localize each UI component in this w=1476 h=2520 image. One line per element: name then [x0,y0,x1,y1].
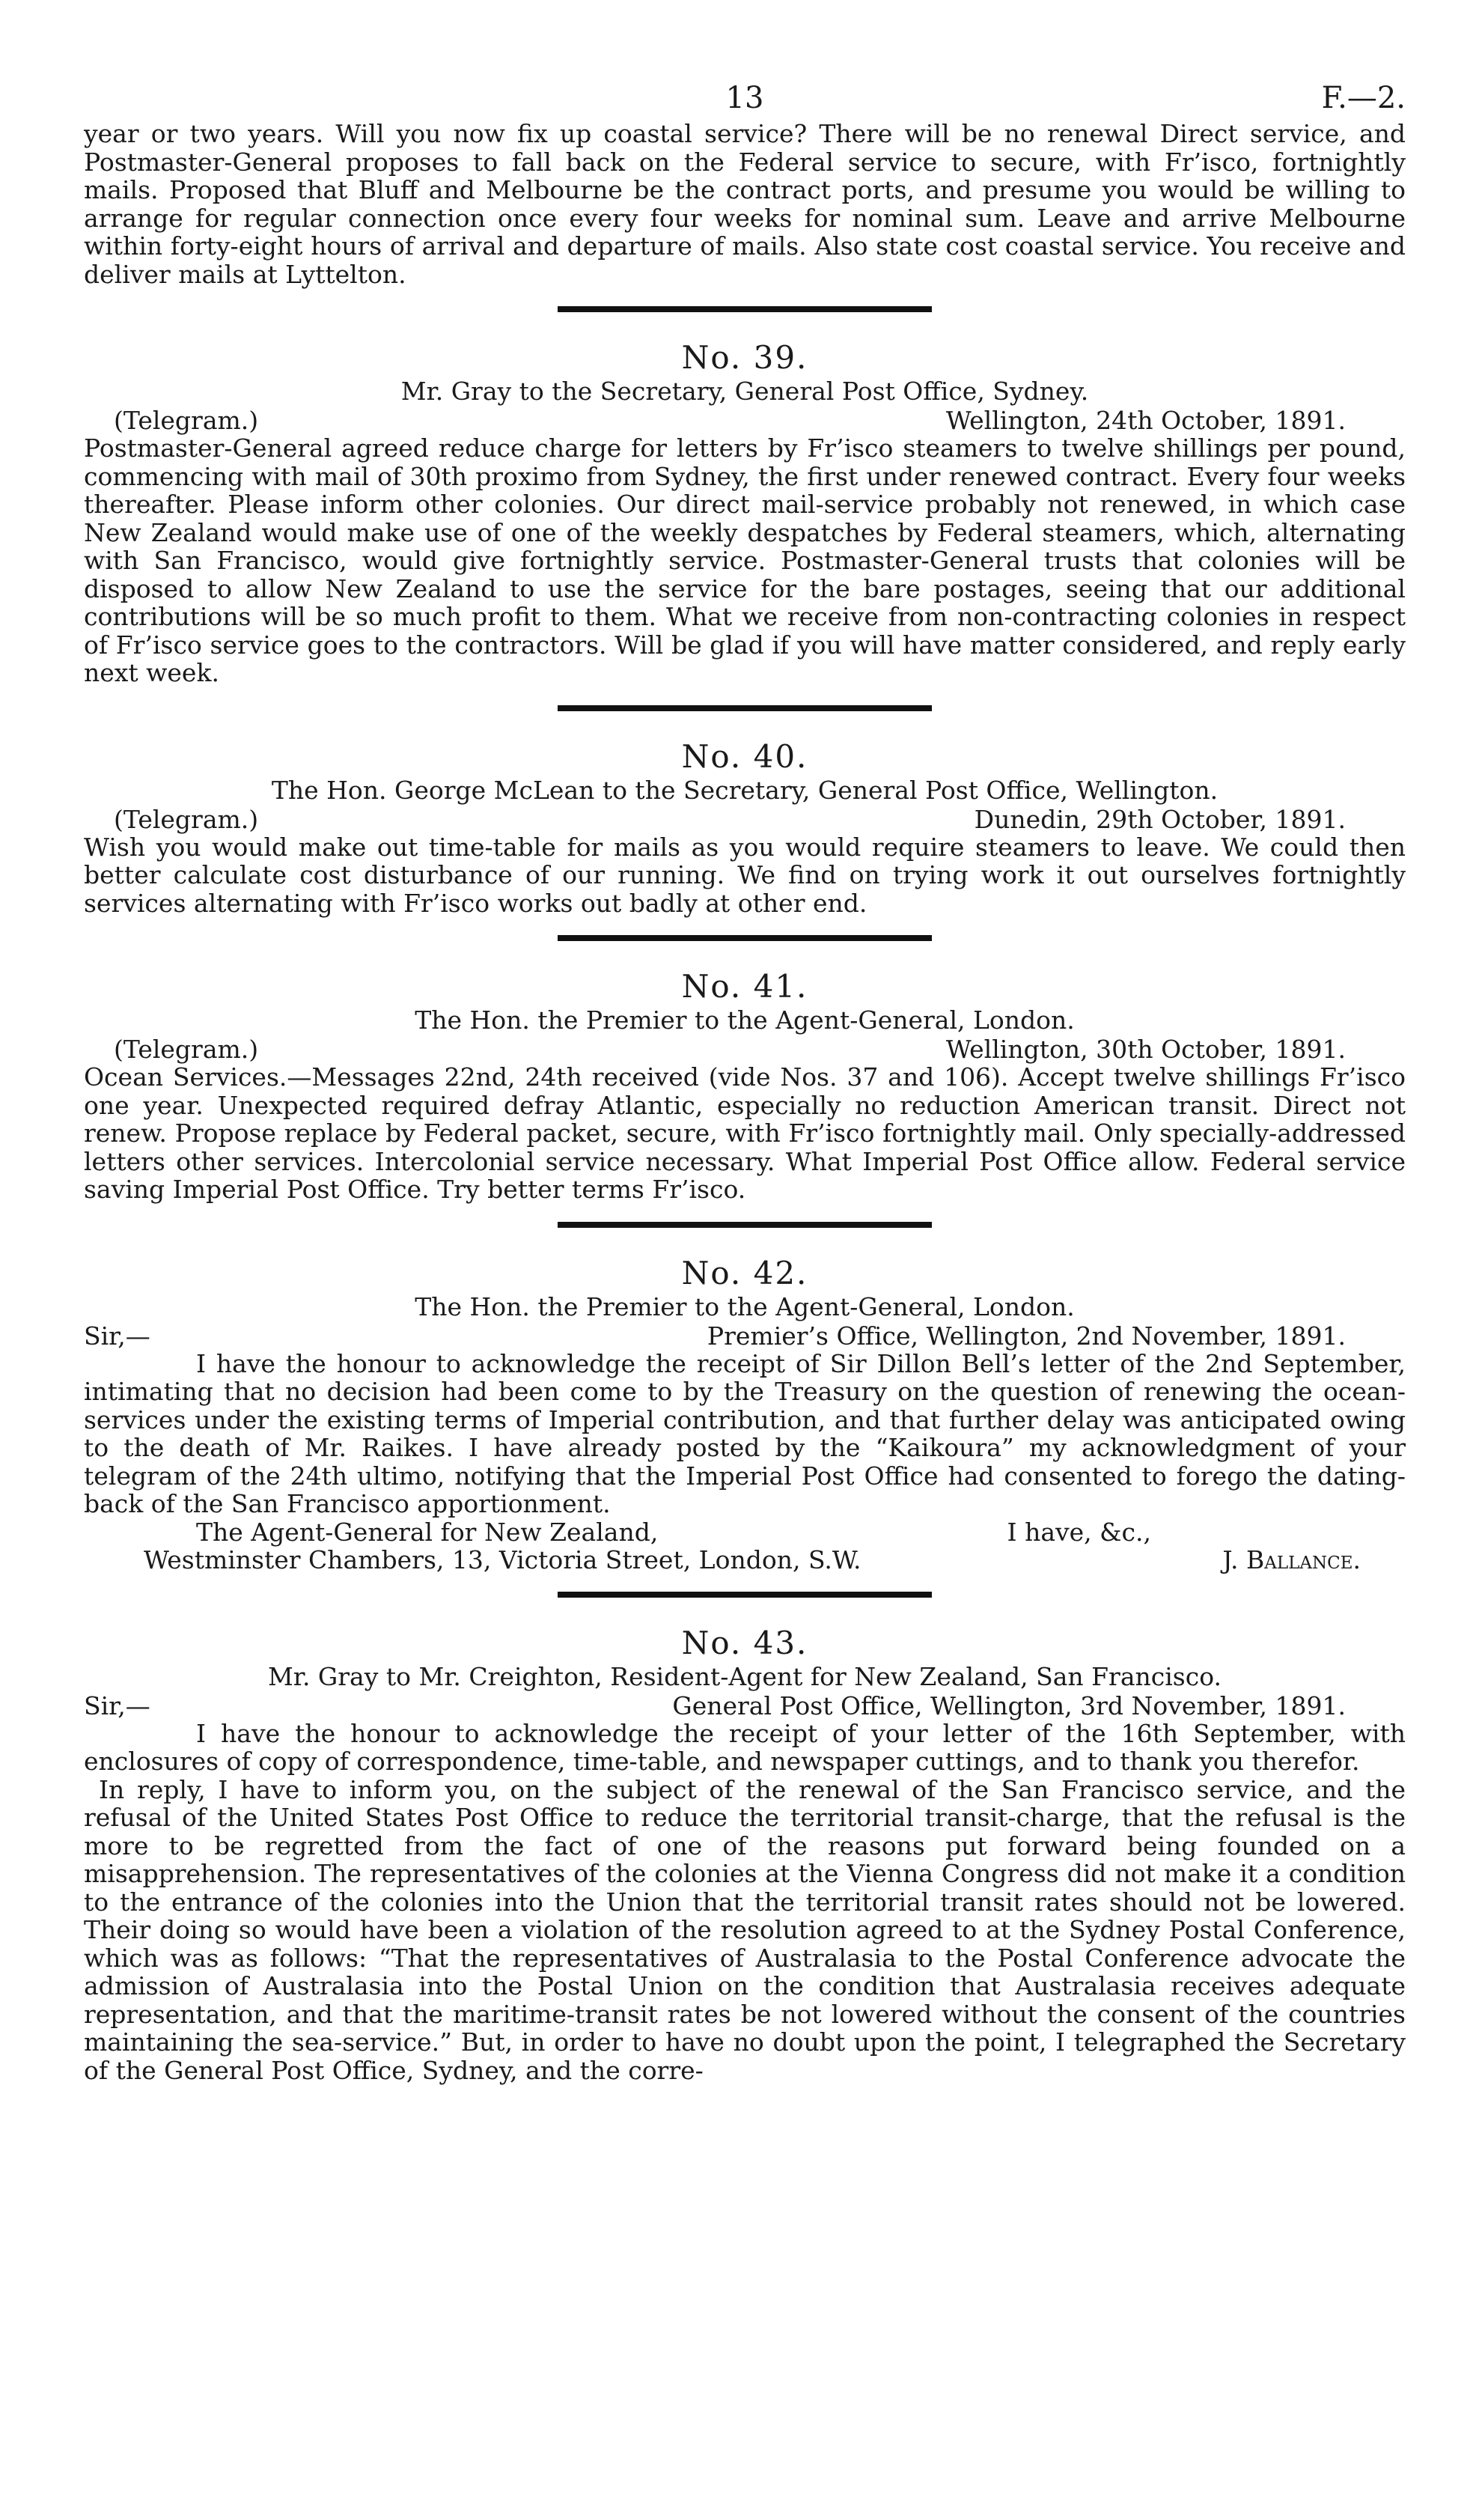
section-no-43 [84,1592,1406,2085]
section-address: Mr. Gray to the Secretary, General Post Office, Sydney. [400,377,1089,406]
dateline-left: (Telegram.) [114,406,259,435]
section-paragraph: Postmaster-General agreed reduce charge for letters by Fr’isco steamers to twelve shillings per pound, commencing with mail of 30th proximo from Sydney, the first under renewed contract. Every four weeks thereafter. Please inform other colonies. Our direct mail-service probably not renewed, in which case New Zealand would make use of one of the weekly despatches by Federal steamers, which, alternating with San Francisco, would give fortnightly service. Postmaster-General trusts that colonies will be disposed to allow New Zealand to use the service for the bare postages, seeing that our additional contributions will be so much profit to them. What we receive from non-contracting colonies in respect of Fr’isco service goes to the contractors. Will be glad if you will have matter considered, and reply early next week. [84,433,1406,687]
section-no-39 [84,306,1406,687]
section-number: No. 42. [681,1254,808,1291]
section-number: No. 39. [681,339,808,376]
document-page [84,67,1406,2084]
dateline-right: General Post Office, Wellington, 3rd November, 1891. [672,1690,1346,1720]
letter-paragraph: In reply, I have to inform you, on the subject of the renewal of the San Francisco service, and the refusal of the United States Post Office to reduce the territorial transit-charge, that the refusal is the more to be regretted from the fact of one of the reasons put forward being founded on a misapprehension. The representatives of the colonies at the Vienna Congress did not make it a condition to the entrance of the colonies into the Union that the territorial transit rates should not be lowered. Their doing so would have been a violation of the resolution agreed to at the Sydney Postal Conference, which was as follows: “That the representatives of Australasia to the Postal Conference advocate the admission of Australasia into the Postal Union on the condition that Australasia receives adequate representation, and that the maritime-transit rates be not lowered without the consent of the countries maintaining the sea-service.” But, in order to have no doubt upon the point, I telegraphed the Secretary of the General Post Office, Sydney, and the corre- [84,1774,1406,2085]
section-number: No. 41. [681,968,808,1005]
section-number: No. 43. [681,1624,808,1661]
dateline [84,806,1406,833]
page-number: 13 [725,81,764,115]
section-divider [558,306,932,312]
letter-closing [84,1518,1406,1546]
dateline-right: Dunedin, 29th October, 1891. [974,804,1346,834]
dateline-left: (Telegram.) [114,804,259,834]
dateline-left: (Telegram.) [114,1035,259,1064]
intro-paragraph: year or two years. Will you now fix up coastal service? There will be no renewal Direct service, and Postmaster-General proposes to fall back on the Federal service to secure, with Fr’isco, fortnightly mails. Proposed that Bluff and Melbourne be the contract ports, and presume you would be willing to arrange for regular connection once every four weeks for nominal sum. Leave and arrive Melbourne within forty-eight hours of arrival and departure of mails. Also state cost coastal service. You receive and deliver mails at Lyttelton. [84,119,1406,289]
section-divider [558,1222,932,1228]
section-no-40 [84,705,1406,918]
section-paragraph: Wish you would make out time-table for mails as you would require steamers to leave. We could then better calculate cost disturbance of our running. We find on trying work it out ourselves fortnightly services alternating with Fr’isco works out badly at other end. [84,832,1406,918]
salutation-sir: Sir,— [84,1690,150,1720]
letter-closing-2 [84,1546,1406,1574]
salutation-sir: Sir,— [84,1321,150,1351]
section-divider [558,1592,932,1598]
document-reference: F.—2. [1321,81,1406,115]
section-address: The Hon. the Premier to the Agent-General, London. [415,1291,1075,1321]
dateline [84,1322,1406,1350]
closing-salutation: I have, &c., [1007,1517,1151,1547]
section-address: Mr. Gray to Mr. Creighton, Resident-Agent for New Zealand, San Francisco. [268,1661,1222,1691]
dateline [84,1692,1406,1720]
dateline-right: Wellington, 24th October, 1891. [945,406,1346,435]
recipient-line-1: The Agent-General for New Zealand, [196,1517,659,1547]
signature: J. Ballance. [1222,1544,1361,1574]
section-no-41 [84,935,1406,1204]
section-divider [558,935,932,941]
dateline [84,407,1406,434]
dateline-right: Premier’s Office, Wellington, 2nd November, 1891. [707,1321,1346,1351]
section-number: No. 40. [681,737,808,775]
section-address: The Hon. the Premier to the Agent-General, London. [415,1005,1075,1035]
section-paragraph: Ocean Services.—Messages 22nd, 24th received (vide Nos. 37 and 106). Accept twelve shillings Fr’isco one year. Unexpected required defray Atlantic, especially no reduction American transit. Direct not renew. Propose replace by Federal packet, secure, with Fr’isco fortnightly mail. Only specially-addressed letters other services. Intercolonial service necessary. What Imperial Post Office allow. Federal service saving Imperial Post Office. Try better terms Fr’isco. [84,1062,1406,1204]
section-divider [558,705,932,711]
letter-paragraph: I have the honour to acknowledge the receipt of Sir Dillon Bell’s letter of the 2nd September, intimating that no decision had been come to by the Treasury on the question of renewing the ocean-services under the existing terms of Imperial contribution, and that further delay was anticipated owing to the death of Mr. Raikes. I have already posted by the “Kaikoura” my acknowledgment of your telegram of the 24th ultimo, notifying that the Imperial Post Office had consented to forego the dating-back of the San Francisco apportionment. [84,1348,1406,1518]
dateline [84,1035,1406,1063]
letter-paragraph: I have the honour to acknowledge the receipt of your letter of the 16th September, with enclosures of copy of correspondence, time-table, and newspaper cuttings, and to thank you therefor. [84,1718,1406,1776]
section-address: The Hon. George McLean to the Secretary, General Post Office, Wellington. [271,775,1219,805]
dateline-right: Wellington, 30th October, 1891. [945,1035,1346,1064]
section-no-42 [84,1222,1406,1574]
page-header [84,67,1406,120]
recipient-line-2: Westminster Chambers, 13, Victoria Street, London, S.W. [144,1544,861,1574]
